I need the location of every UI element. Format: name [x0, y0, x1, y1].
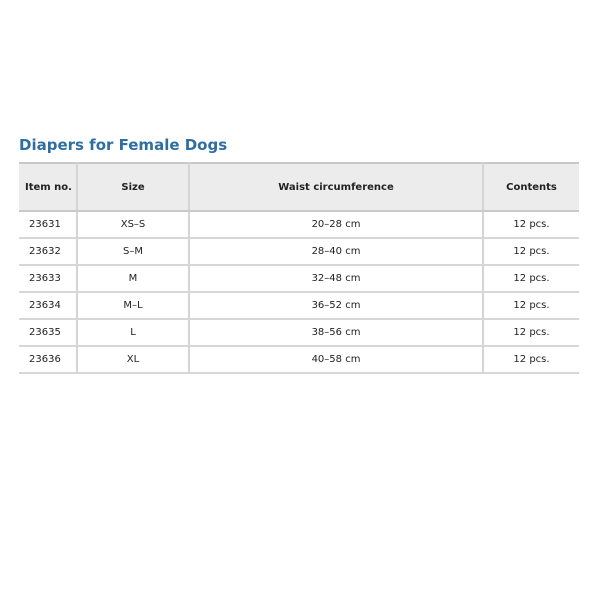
table-row [19, 265, 579, 292]
contents-cell: 12 pcs. [483, 319, 579, 346]
contents-cell: 12 pcs. [483, 211, 579, 238]
waist-cell: 32–48 cm [189, 265, 483, 292]
size-cell: S–M [77, 238, 189, 265]
size-cell: XL [77, 346, 189, 373]
item-number-cell: 23634 [19, 292, 77, 319]
table-row [19, 211, 579, 238]
item-number-cell: 23631 [19, 211, 77, 238]
header-size: Size [77, 163, 189, 211]
item-number-cell: 23633 [19, 265, 77, 292]
contents-cell: 12 pcs. [483, 238, 579, 265]
header-waist-circumference: Waist circumference [189, 163, 483, 211]
size-cell: XS–S [77, 211, 189, 238]
header-item-no: Item no. [19, 163, 77, 211]
table-row [19, 238, 579, 265]
header-contents: Contents [483, 163, 579, 211]
item-number-cell: 23635 [19, 319, 77, 346]
waist-cell: 36–52 cm [189, 292, 483, 319]
table-row [19, 319, 579, 346]
size-table [19, 162, 579, 374]
table-row [19, 292, 579, 319]
table-header-row [19, 163, 579, 211]
size-cell: L [77, 319, 189, 346]
table-row [19, 346, 579, 373]
waist-cell: 28–40 cm [189, 238, 483, 265]
waist-cell: 40–58 cm [189, 346, 483, 373]
waist-cell: 38–56 cm [189, 319, 483, 346]
contents-cell: 12 pcs. [483, 346, 579, 373]
item-number-cell: 23636 [19, 346, 77, 373]
contents-cell: 12 pcs. [483, 265, 579, 292]
page-title: Diapers for Female Dogs [19, 136, 228, 154]
item-number-cell: 23632 [19, 238, 77, 265]
size-cell: M [77, 265, 189, 292]
waist-cell: 20–28 cm [189, 211, 483, 238]
contents-cell: 12 pcs. [483, 292, 579, 319]
size-cell: M–L [77, 292, 189, 319]
